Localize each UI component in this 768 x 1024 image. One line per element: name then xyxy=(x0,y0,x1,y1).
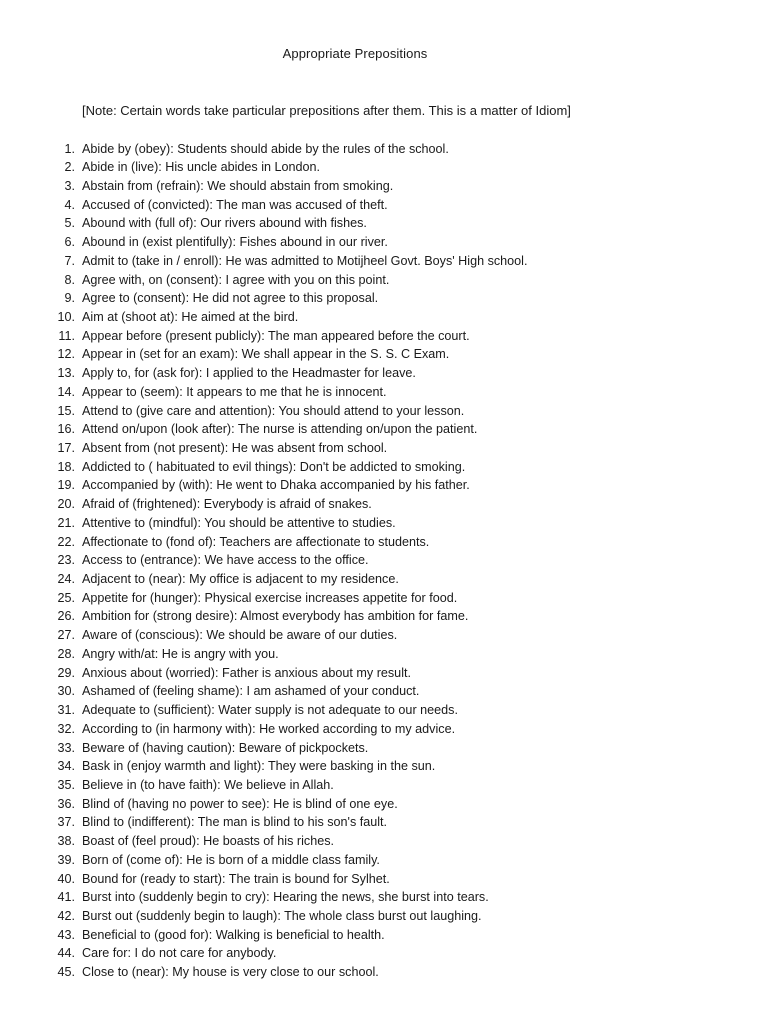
list-item-number: 45. xyxy=(57,965,75,980)
list-item-text: Absent from (not present): He was absent from school. xyxy=(82,441,388,455)
list-item-number: 20. xyxy=(57,497,75,512)
list-item-text: Burst out (suddenly begin to laugh): The whole class burst out laughing. xyxy=(82,908,482,923)
list-item-number: 37. xyxy=(57,815,75,830)
list-item-text: Attentive to (mindful): You should be attentive to studies. xyxy=(82,515,396,530)
list-item-text: Adjacent to (near): My office is adjacent to my residence. xyxy=(82,572,399,587)
list-item-text: Boast of (feel proud): He boasts of his riches. xyxy=(82,834,334,849)
list-item-number: 2. xyxy=(64,160,75,175)
list-item-number: 5. xyxy=(64,216,75,231)
list-item-text: Abound with (full of): Our rivers abound with fishes. xyxy=(82,216,367,231)
list-item-number: 38. xyxy=(57,834,75,849)
list-item-number: 18. xyxy=(57,459,75,474)
list-item-number: 3. xyxy=(64,178,75,193)
document-title: Appropriate Prepositions xyxy=(282,46,428,61)
list-item-text: Appetite for (hunger): Physical exercise increases appetite for food. xyxy=(82,590,458,605)
list-item-text: Bask in (enjoy warmth and light): They were basking in the sun. xyxy=(82,759,436,774)
list-item-text: Aware of (conscious): We should be aware of our duties. xyxy=(82,628,398,643)
list-item-text: Accompanied by (with): He went to Dhaka accompanied by his father. xyxy=(82,478,470,493)
list-item-number: 41. xyxy=(57,890,75,905)
list-item-text: Blind to (indifferent): The man is blind to his son's fault. xyxy=(82,815,388,830)
list-item-number: 44. xyxy=(57,946,75,961)
list-item-text: Believe in (to have faith): We believe in Allah. xyxy=(82,777,334,792)
list-item-number: 9. xyxy=(64,291,75,306)
list-item-number: 21. xyxy=(57,515,75,530)
list-item-number: 4. xyxy=(64,197,75,212)
list-item-number: 35. xyxy=(57,777,75,792)
list-item-text: Beware of (having caution): Beware of pickpockets. xyxy=(82,740,369,755)
list-item-text: Angry with/at: He is angry with you. xyxy=(82,646,279,661)
list-item-text: Anxious about (worried): Father is anxious about my result. xyxy=(82,665,411,680)
list-item-number: 11. xyxy=(58,328,75,343)
list-item-text: Addicted to ( habituated to evil things): Don't be addicted to smoking. xyxy=(82,459,466,474)
list-item-text: Beneficial to (good for): Walking is beneficial to health. xyxy=(82,927,385,942)
list-item-text: Agree to (consent): He did not agree to this proposal. xyxy=(82,291,379,306)
list-item-text: According to (in harmony with): He worked according to my advice. xyxy=(82,721,456,736)
list-item-number: 31. xyxy=(57,703,75,718)
list-item-number: 29. xyxy=(57,665,75,680)
list-item-number: 7. xyxy=(64,253,75,268)
list-item-text: Appear to (seem): It appears to me that he is innocent. xyxy=(82,384,387,399)
list-item-text: Agree with, on (consent): I agree with you on this point. xyxy=(82,272,390,287)
list-item-number: 1. xyxy=(64,141,75,156)
list-item-number: 24. xyxy=(57,572,75,587)
list-item-text: Abide in (live): His uncle abides in London. xyxy=(82,160,321,175)
list-item-number: 15. xyxy=(57,403,75,418)
list-item-text: Care for: I do not care for anybody. xyxy=(82,946,277,961)
list-item-text: Blind of (having no power to see): He is blind of one eye. xyxy=(82,796,398,811)
list-item-number: 32. xyxy=(57,721,75,736)
document-note: [Note: Certain words take particular prepositions after them. This is a matter of Idiom] xyxy=(82,103,571,118)
list-item-number: 42. xyxy=(57,908,75,923)
list-item-number: 25. xyxy=(57,590,75,605)
list-item-text: Ashamed of (feeling shame): I am ashamed of your conduct. xyxy=(82,684,420,699)
list-item-text: Abound in (exist plentifully): Fishes abound in our river. xyxy=(82,235,388,250)
list-item-text: Ambition for (strong desire): Almost everybody has ambition for fame. xyxy=(82,609,469,624)
list-item-number: 39. xyxy=(57,852,75,867)
list-item-text: Bound for (ready to start): The train is bound for Sylhet. xyxy=(82,871,390,886)
list-item-number: 36. xyxy=(57,796,75,811)
list-item-number: 40. xyxy=(57,871,75,886)
list-item-text: Close to (near): My house is very close to our school. xyxy=(82,965,379,980)
list-item-number: 6. xyxy=(64,235,75,250)
list-item-number: 10. xyxy=(57,309,75,324)
list-item-text: Appear in (set for an exam): We shall appear in the S. S. C Exam. xyxy=(82,347,450,362)
list-item-number: 16. xyxy=(57,422,75,437)
list-item-text: Born of (come of): He is born of a middle class family. xyxy=(82,852,380,867)
list-item-text: Accused of (convicted): The man was accused of theft. xyxy=(82,197,388,212)
list-item-text: Aim at (shoot at): He aimed at the bird. xyxy=(82,309,299,324)
list-item-number: 22. xyxy=(57,534,75,549)
list-item-number: 8. xyxy=(64,272,75,287)
list-item-number: 14. xyxy=(57,384,75,399)
list-item-text: Appear before (present publicly): The man appeared before the court. xyxy=(82,328,470,343)
list-item-number: 26. xyxy=(57,609,75,624)
list-item-number: 12. xyxy=(57,347,75,362)
list-item-text: Affectionate to (fond of): Teachers are affectionate to students. xyxy=(82,534,430,549)
list-item-text: Apply to, for (ask for): I applied to the Headmaster for leave. xyxy=(82,366,416,381)
list-item-number: 33. xyxy=(57,740,75,755)
list-item-text: Access to (entrance): We have access to the office. xyxy=(82,553,369,568)
list-item-number: 27. xyxy=(57,628,75,643)
list-item-text: Admit to (take in / enroll): He was admitted to Motijheel Govt. Boys' High school. xyxy=(82,253,528,268)
list-item-text: Burst into (suddenly begin to cry): Hearing the news, she burst into tears. xyxy=(82,890,489,905)
list-item-text: Afraid of (frightened): Everybody is afraid of snakes. xyxy=(82,497,372,512)
list-item-number: 43. xyxy=(57,927,75,942)
list-item-number: 17. xyxy=(57,441,75,455)
list-item-number: 13. xyxy=(57,366,75,381)
list-item-text: Attend on/upon (look after): The nurse is attending on/upon the patient. xyxy=(82,422,478,437)
list-item-number: 34. xyxy=(57,759,75,774)
list-item-text: Abstain from (refrain): We should abstain from smoking. xyxy=(82,178,394,193)
list-item-number: 23. xyxy=(57,553,75,568)
list-item-number: 28. xyxy=(57,646,75,661)
list-item-number: 30. xyxy=(57,684,75,699)
list-item-text: Abide by (obey): Students should abide by the rules of the school. xyxy=(82,141,449,156)
list-item-text: Adequate to (sufficient): Water supply is not adequate to our needs. xyxy=(82,703,458,718)
list-item-number: 19. xyxy=(57,478,75,493)
list-item-text: Attend to (give care and attention): You should attend to your lesson. xyxy=(82,403,465,418)
